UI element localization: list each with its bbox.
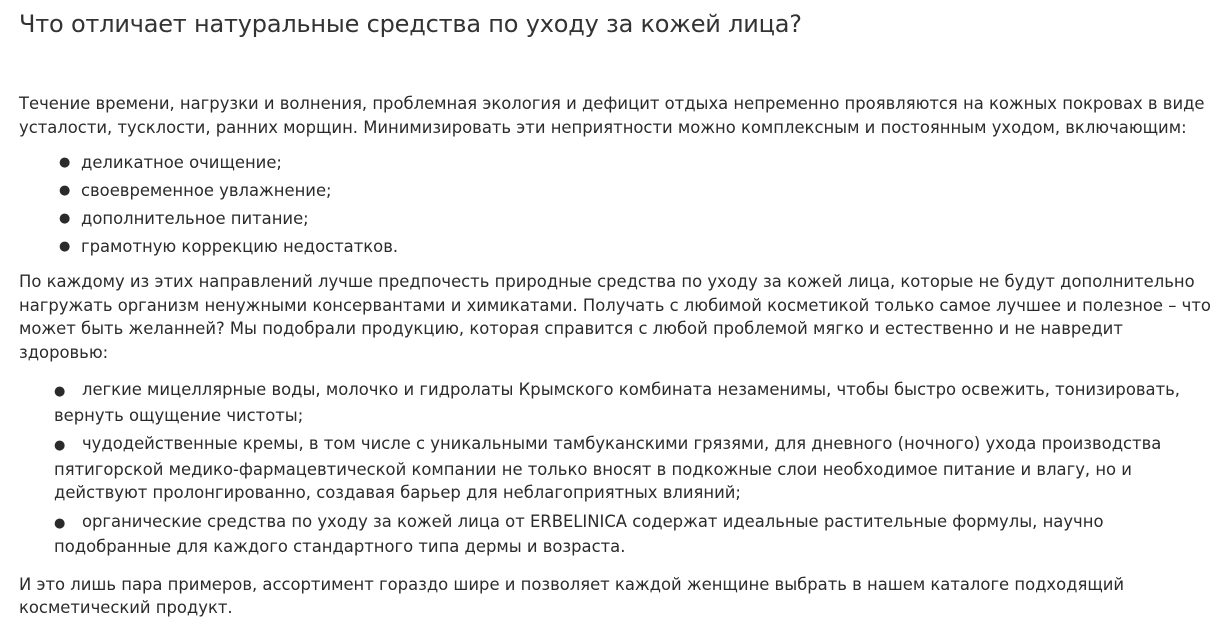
bullet-icon: ● [59, 239, 71, 254]
list-item-text: своевременное увлажнение; [81, 181, 332, 200]
intro-paragraph: Течение времени, нагрузки и волнения, проблемная экология и дефицит отдыха непременно проявляются на кожных покровах в виде усталости, тусклости, ранних морщин. Минимизировать эти неприятности можно комплексным и постоянным уходом, включающим: [19, 94, 1205, 137]
bullet-icon: ● [59, 211, 71, 226]
list-item-text: легкие мицеллярные воды, молочко и гидролаты Крымского комбината незаменимы, чтобы быстро освежить, тонизировать, вернуть ощущение чистоты; [54, 380, 1180, 425]
list-item-text: чудодейственные кремы, в том числе с уникальными тамбуканскими грязями, для дневного (ночного) ухода производства пятигорской медико-фармацевтической компании не только вносят в подкожные слои необходимое питание и влагу, но и действуют пролонгированно, создавая барьер для неблагоприятных влияний; [54, 434, 1162, 502]
care-list [19, 149, 1212, 261]
list-item-text: деликатное очищение; [81, 153, 282, 172]
list-item [59, 177, 1212, 205]
product-list [19, 378, 1212, 559]
bullet-icon: ● [54, 515, 66, 531]
body-paragraph: По каждому из этих направлений лучше предпочесть природные средства по уходу за кожей лица, которые не будут дополнительно нагружать организм ненужными консервантами и химикатами. Получать с любимой косметикой только самое лучшее и полезное – что может быть желанней? Мы подобрали продукцию, которая справится с любой проблемой мягко и естественно и не навредит здоровью: [19, 272, 1211, 362]
list-item [59, 149, 1212, 177]
bullet-icon: ● [59, 155, 71, 170]
list-item [59, 233, 1212, 261]
list-item [59, 205, 1212, 233]
list-item [54, 378, 1212, 427]
list-item-text: дополнительное питание; [81, 209, 309, 228]
article-title: Что отличает натуральные средства по уходу за кожей лица? [19, 10, 802, 38]
list-item-text: органические средства по уходу за кожей лица от ERBELINICA содержат идеальные растительные формулы, научно подобранные для каждого стандартного типа дермы и возраста. [54, 511, 1104, 556]
bullet-icon: ● [54, 384, 66, 399]
list-item [54, 510, 1212, 559]
list-item-text: грамотную коррекцию недостатков. [81, 237, 399, 256]
list-item [54, 432, 1212, 505]
conclusion-paragraph: И это лишь пара примеров, ассортимент гораздо шире и позволяет каждой женщине выбрать в нашем каталоге подходящий косметический продукт. [19, 574, 1125, 617]
bullet-icon: ● [59, 183, 71, 198]
bullet-icon: ● [54, 438, 66, 453]
